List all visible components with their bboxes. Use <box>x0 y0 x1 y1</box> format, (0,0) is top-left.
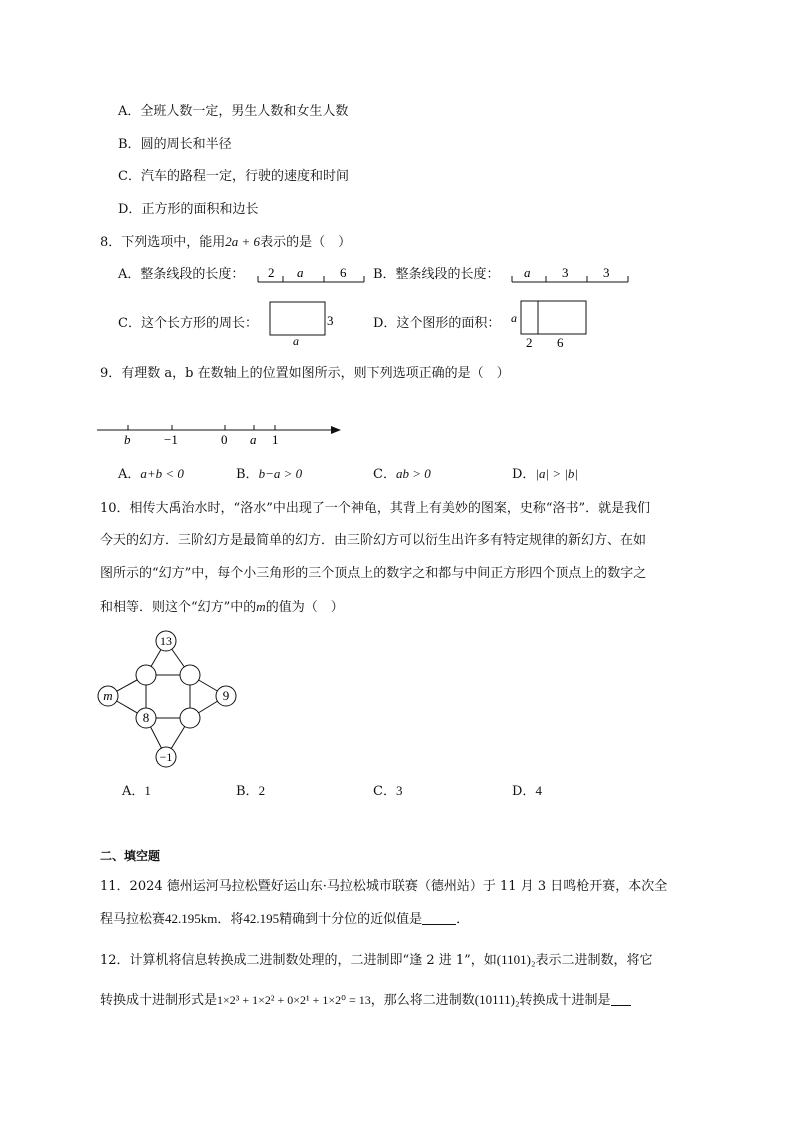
q10-line-3: 图所示的“幻方”中，每个小三角形的三个顶点上的数字之和都与中间正方形四个顶点上的数字之 <box>100 566 647 581</box>
q9-stem: 9．有理数 a，b 在数轴上的位置如图所示，则下列选项正确的是（ ） <box>100 366 510 381</box>
q10-option-b <box>236 783 265 800</box>
q10-option-a <box>122 783 151 800</box>
q8-stem-prefix: 8．下列选项中，能用 <box>100 235 226 250</box>
q8-c-bottom: a <box>293 334 299 348</box>
q7-option-c-label: C． <box>118 169 141 184</box>
q9-option-c <box>373 466 431 483</box>
q11-answer-blank[interactable] <box>422 912 456 925</box>
q9-option-c-label: C． <box>373 467 396 482</box>
q10-node-inner-tl <box>136 665 156 685</box>
q9-option-b-label: B． <box>236 467 259 482</box>
q9-option-d-label: D． <box>512 467 536 482</box>
q8-option-c-rectangle <box>266 298 338 348</box>
q8-stem <box>100 234 351 251</box>
q8-option-b-segment <box>510 262 632 286</box>
q8-d-bottom-2: 6 <box>557 335 564 350</box>
q10-option-a-label: A． <box>122 784 145 799</box>
q10-value-top: 13 <box>160 634 172 648</box>
q8-option-a-segment <box>256 262 368 286</box>
q10-node-inner-tr <box>180 665 200 685</box>
q7-option-d-text: 正方形的面积和边长 <box>141 202 259 217</box>
q11-distance: 42.195km <box>165 911 218 926</box>
q8-stem-suffix: 表示的是（ ） <box>260 235 352 250</box>
q11-line-2-end: ． <box>456 912 470 927</box>
q11-line-2 <box>100 911 469 928</box>
q10-option-d <box>512 783 542 800</box>
q12-line-1-pre: 12．计算机将信息转换成二进制数处理的，二进制即“逢 2 进 1”，如 <box>100 953 497 968</box>
section-title-fill-in: 二、填空题 <box>100 849 161 863</box>
q10-magic-figure <box>92 626 242 774</box>
q9-option-b <box>236 466 302 483</box>
q10-option-c <box>373 783 402 800</box>
q11-line-2-pre: 程马拉松赛 <box>100 912 166 927</box>
q10-line-4-var: m <box>256 599 266 614</box>
q9-option-d <box>512 466 578 483</box>
q12-line-2-pre: 转换成十进制形式是 <box>100 993 218 1008</box>
q12-conversion-expr: 1×2³ + 1×2² + 0×2¹ + 1×2⁰ = 13 <box>217 993 371 1007</box>
q8-option-d-label: D．这个图形的面积： <box>373 316 501 331</box>
q8-option-c-label: C．这个长方形的周长： <box>118 316 258 331</box>
q12-binary-number: (10111)₂ <box>474 992 520 1007</box>
q7-option-b-label: B． <box>118 137 141 152</box>
q7-option-a-label: A． <box>118 104 141 119</box>
q12-line-2-mid: ，那么将二进制数 <box>370 993 475 1008</box>
q7-option-a-text: 全班人数一定，男生人数和女生人数 <box>140 104 349 119</box>
q10-option-b-value: 2 <box>258 783 266 798</box>
q12-line-1 <box>100 952 653 969</box>
q8-a-seg-3: 6 <box>340 265 347 280</box>
q12-answer-blank[interactable] <box>611 993 631 1006</box>
q8-b-seg-2: 3 <box>562 265 569 280</box>
q10-line-4 <box>100 599 344 616</box>
q7-option-d-label: D． <box>118 202 142 217</box>
q9-option-d-expr: |a| > |b| <box>535 466 579 481</box>
q10-line-2: 今天的幻方．三阶幻方是最简单的幻方．由三阶幻方可以衍生出许多有特定规律的新幻方、在如 <box>100 533 647 548</box>
q9-option-b-expr: b−a > 0 <box>258 466 303 481</box>
q9-option-a-expr: a+b < 0 <box>140 466 184 481</box>
q8-b-seg-1: a <box>524 265 531 280</box>
q11-line-2-post: 精确到十分位的近似值是 <box>279 912 423 927</box>
q7-option-c-text: 汽车的路程一定，行驶的速度和时间 <box>140 169 349 184</box>
q12-line-1-post: 表示二进制数，将它 <box>535 953 653 968</box>
q10-value-inner-bl: 8 <box>142 710 150 725</box>
q7-option-a <box>118 104 348 120</box>
q10-value-bottom: −1 <box>159 750 173 764</box>
q8-option-a-label: A．整条线段的长度： <box>118 267 245 282</box>
q8-d-bottom-1: 2 <box>526 335 533 350</box>
q9-label-neg1: −1 <box>164 432 178 447</box>
q8-a-seg-1: 2 <box>268 265 275 280</box>
q10-option-d-value: 4 <box>535 783 542 798</box>
q9-option-a-label: A． <box>118 467 141 482</box>
q12-binary-example: (1101)₂ <box>496 952 536 967</box>
q10-option-a-value: 1 <box>144 783 151 798</box>
q9-label-0: 0 <box>221 432 228 447</box>
q8-a-seg-2: a <box>297 265 304 280</box>
q10-value-right: 9 <box>222 688 230 703</box>
q11-line-2-mid: ．将 <box>217 912 244 927</box>
q8-stem-expr: 2a + 6 <box>225 234 261 249</box>
q8-c-side: 3 <box>327 313 334 328</box>
q10-node-inner-br <box>180 708 200 728</box>
q9-label-a: a <box>250 432 257 447</box>
q10-line-1: 10．相传大禹治水时，“洛水”中出现了一个神龟，其背上有美妙的图案，史称“洛书”．就是我们 <box>100 501 651 516</box>
q8-d-side: a <box>511 311 517 325</box>
q10-line-4-pre: 和相等．则这个“幻方”中的 <box>100 600 257 615</box>
q9-option-c-expr: ab > 0 <box>395 466 431 481</box>
q10-line-4-post: 的值为（ ） <box>265 600 344 615</box>
q9-option-a <box>118 466 184 483</box>
q8-option-b-label: B．整条线段的长度： <box>373 267 500 282</box>
q11-line-1: 11．2024 德州运河马拉松暨好运山东·马拉松城市联赛（德州站）于 11 月 3 日鸣枪开赛，本次全 <box>100 879 668 894</box>
q7-option-b <box>118 137 232 153</box>
q8-option-d-figure <box>508 296 592 350</box>
q10-option-b-label: B． <box>236 784 259 799</box>
q10-option-d-label: D． <box>512 784 536 799</box>
q9-number-line <box>95 418 347 448</box>
q9-label-1: 1 <box>272 432 279 447</box>
q7-option-b-text: 圆的周长和半径 <box>140 137 232 152</box>
q9-label-b: b <box>124 432 131 447</box>
q7-option-d <box>118 202 258 218</box>
q10-value-left: m <box>103 688 113 703</box>
q12-line-2-post: 转换成十进制是 <box>519 993 611 1008</box>
q11-number: 42.195 <box>243 911 280 926</box>
q7-option-c <box>118 169 349 185</box>
q12-line-2 <box>100 992 631 1009</box>
q8-b-seg-3: 3 <box>603 265 610 280</box>
q10-option-c-label: C． <box>373 784 396 799</box>
q10-option-c-value: 3 <box>395 783 403 798</box>
